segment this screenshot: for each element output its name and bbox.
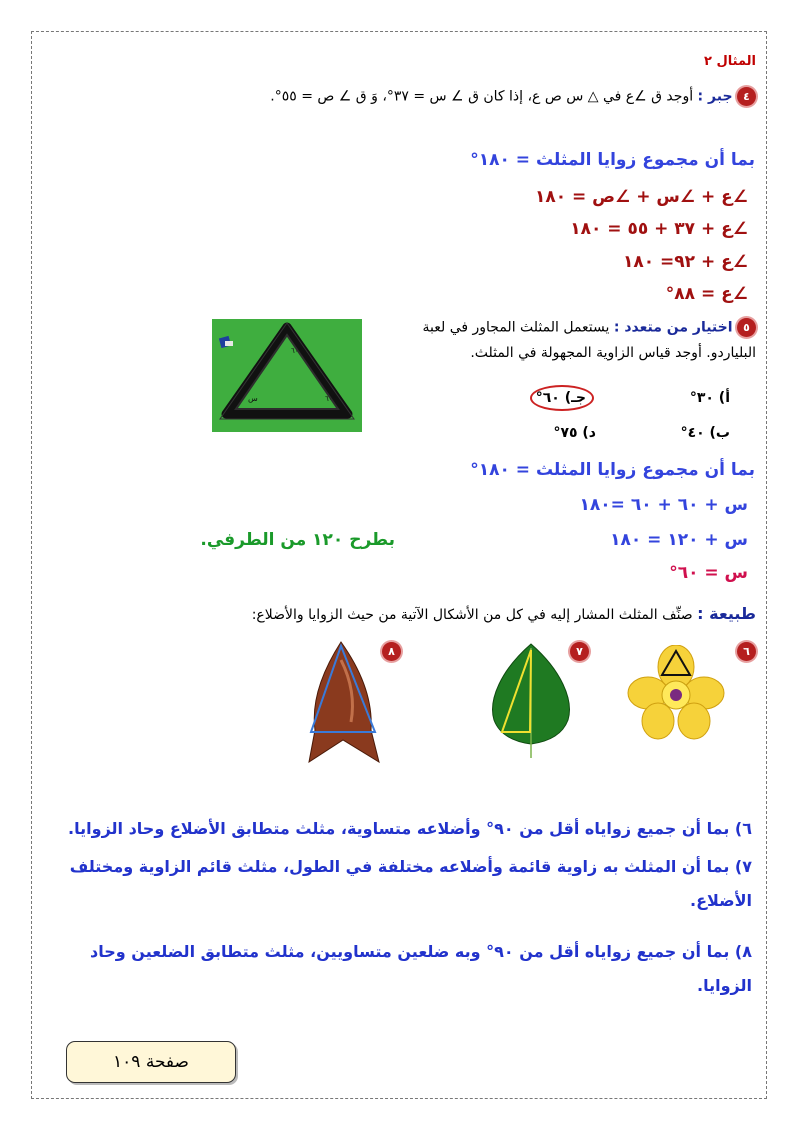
angle-label-right: ٦٠° <box>325 395 337 403</box>
question-number-badge: ٤ <box>737 87 756 106</box>
nature-question <box>252 604 756 623</box>
solution-line: ∠ع + ٩٢= ١٨٠ <box>622 252 748 272</box>
billiard-triangle-image <box>212 319 362 432</box>
page-number: صفحة ١٠٩ <box>113 1052 189 1072</box>
question-text: أوجد ق ∠ع في △ س ص ع، إذا كان ق ∠ س = ٣٧°، وَ ق ∠ ص = ٥٥°. <box>270 88 694 105</box>
solution-line: ∠ع = ٨٨° <box>665 284 748 304</box>
leaf-icon <box>486 640 576 760</box>
arrowhead-image <box>303 640 383 765</box>
figure-number: ٦ <box>737 642 756 661</box>
arrowhead-icon <box>303 640 383 765</box>
question-text: يستعمل المثلث المجاور في لعبة <box>422 319 610 336</box>
solution-line: ∠ع + ∠س + ∠ص = ١٨٠ <box>534 187 748 207</box>
billiard-triangle-icon <box>212 319 362 432</box>
figure-number: ٨ <box>382 642 401 661</box>
question-text: صنِّف المثلث المشار إليه في كل من الأشكال الآتية من حيث الزوايا والأضلاع: <box>251 607 693 623</box>
option-b: ب) ٤٠° <box>680 425 730 441</box>
question-label: جبر : <box>697 88 733 105</box>
example-title: المثال ٢ <box>704 54 756 69</box>
leaf-image <box>486 640 576 760</box>
question-5 <box>423 318 757 337</box>
answer-8: ٨) بما أن جميع زواياه أقل من ٩٠° وبه ضلعين متساويين، مثلث متطابق الضلعين وحاد الزوايا. <box>90 942 752 995</box>
page-number-box <box>66 1041 236 1083</box>
solution-line: س + ١٢٠ = ١٨٠ <box>610 530 748 550</box>
correct-answer-circle <box>530 385 594 411</box>
figure-6-badge <box>737 641 756 661</box>
question-4 <box>270 87 756 106</box>
figure-7-badge <box>570 641 589 661</box>
figure-8-badge <box>382 641 401 661</box>
figure-number: ٧ <box>570 642 589 661</box>
solution-line: س + ٦٠ + ٦٠ =١٨٠ <box>579 495 748 515</box>
question-label: اختيار من متعدد : <box>613 319 733 336</box>
solution-line: بما أن مجموع زوايا المثلث = ١٨٠° <box>470 460 755 480</box>
option-d: د) ٧٥° <box>553 425 596 441</box>
solution-note: بطرح ١٢٠ من الطرفي. <box>200 530 395 550</box>
flower-image <box>626 645 726 745</box>
solution-line: س = ٦٠° <box>669 563 748 583</box>
flower-icon <box>626 645 726 745</box>
angle-label-top: ٦٠° <box>291 347 303 355</box>
question-number-badge: ٥ <box>737 318 756 337</box>
solution-line: ∠ع + ٣٧ + ٥٥ = ١٨٠ <box>570 219 748 239</box>
question-label: طبيعة : <box>697 604 756 623</box>
option-a: أ) ٣٠° <box>689 390 730 406</box>
solution-line: بما أن مجموع زوايا المثلث = ١٨٠° <box>470 150 755 170</box>
angle-label-left: س <box>248 394 258 403</box>
option-c: جـ) ٦٠° <box>535 390 586 406</box>
question-text-line2: البلياردو. أوجد قياس الزاوية المجهولة في المثلث. <box>470 345 756 361</box>
answer-6: ٦) بما أن جميع زواياه أقل من ٩٠° وأضلاعه متساوية، مثلث متطابق الأضلاع وحاد الزوايا. <box>68 819 752 838</box>
answer-7: ٧) بما أن المثلث به زاوية قائمة وأضلاعه مختلفة في الطول، مثلث قائم الزاوية ومختلف الأضلاع. <box>69 857 752 910</box>
